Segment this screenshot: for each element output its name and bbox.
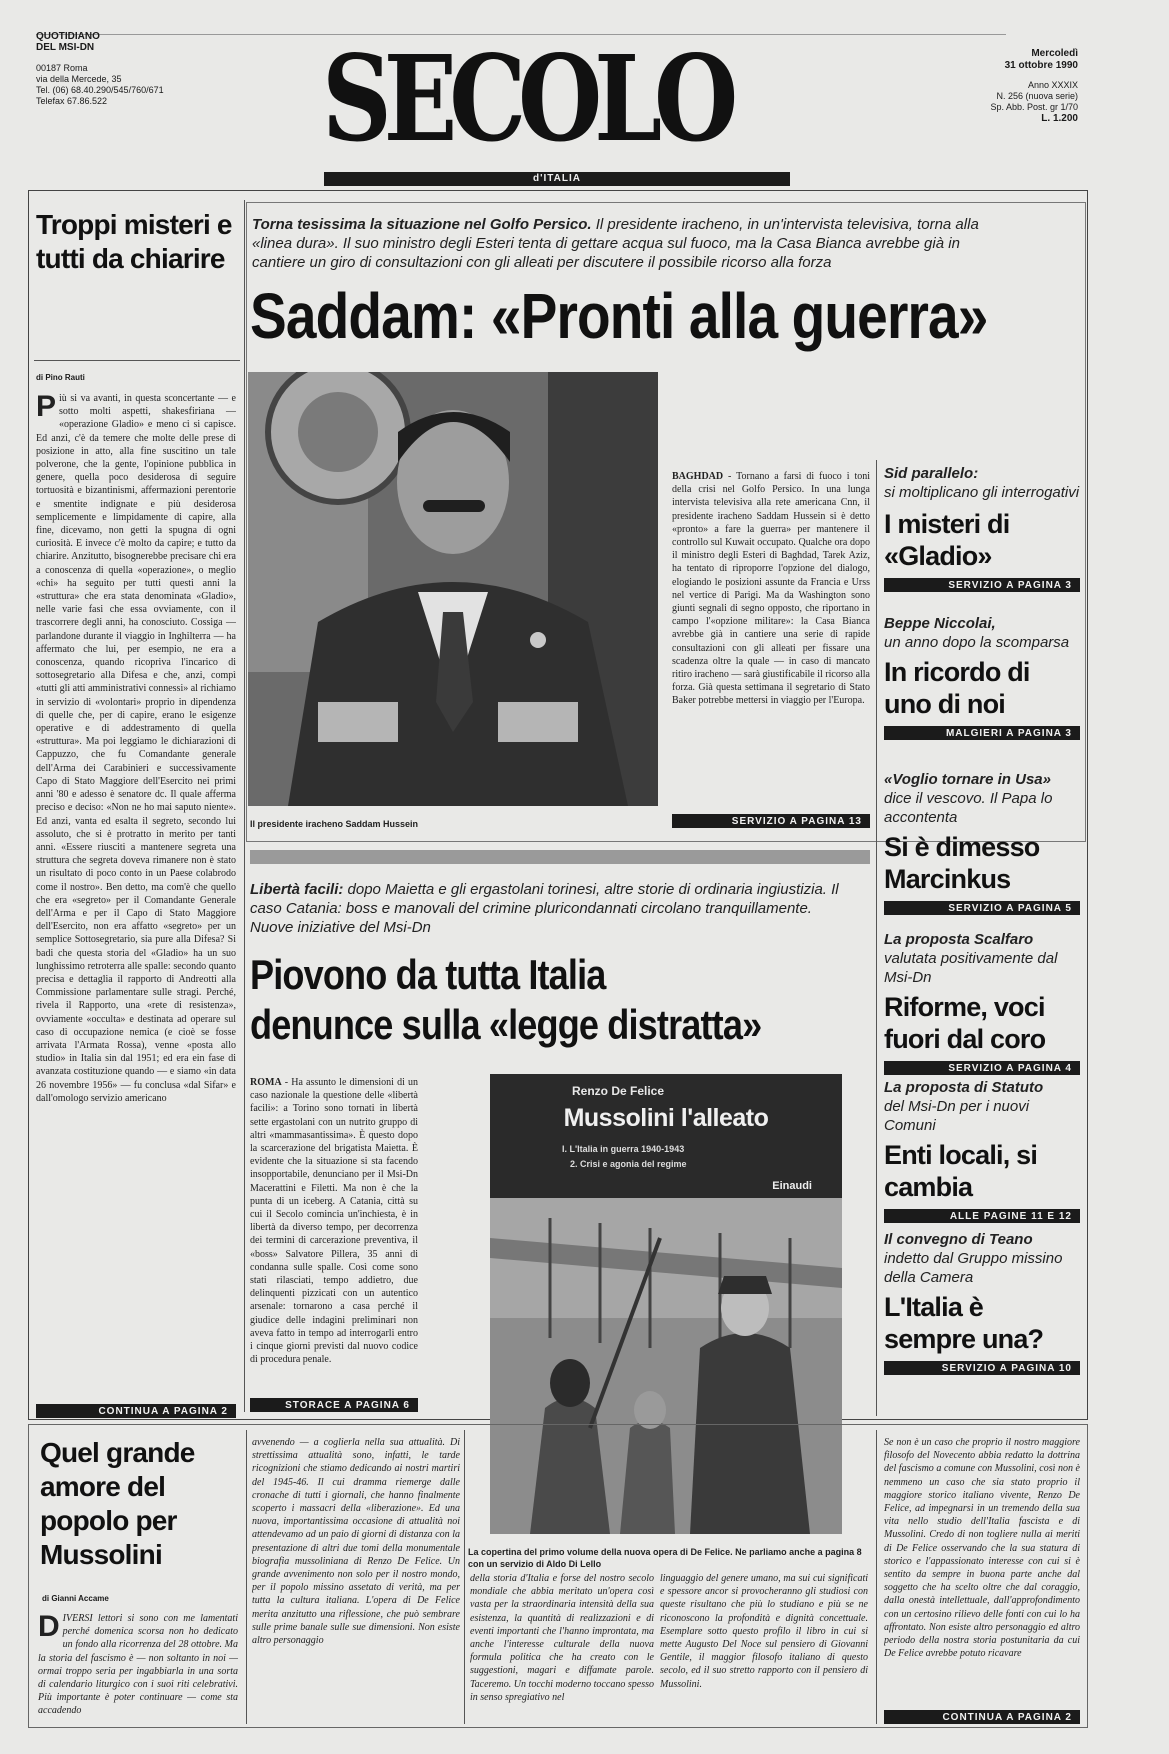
bottom-col1 [38,1612,238,1730]
sidebar-kicker-bold: La proposta Scalfaro [884,931,1034,948]
bottom-divider-1 [246,1430,247,1724]
logo-text: SECOLO [322,34,731,164]
book-line2: 2. Crisi e agonia del regime [570,1159,687,1169]
sidebar-item-gladio[interactable] [884,464,1080,614]
editorial-text: iù si va avanti, in questa sconcertante — e sotto molti aspetti, shakesfiriana — «operazione Gladio» e meno ci si capisce. Ed anzi, c'è da temere che molte delle prese di posizione in atto, alla fine suscitino un tale polverone, che la gente, l'opinione pubblica in genere, quella poco desiderosa di seguire tortuosità e bizantinismi, affermazioni perentorie e smentite indignate e più desiderosa semplicemente e limpidamente di capire, alla fine, dicevamo, non getti la spugna di ogni curiosità. E invece c'è molto da capire; e tutto da chiarire. Anzitutto, bisognerebbe precisare chi era a conoscenza di quella «operazione», o meglio «chi» ha seguito per tutti questi anni la «struttura» che era stata denominata «Gladio», nelle varie fasi che essa ovviamente, con il trascorrere degli anni, ha conosciuto. Cossiga — parlandone durante il viaggio in Inghilterra — ha affermato che lui, per esempio, ne era a conoscenza, quando ricopriva l'incarico di sottosegretario alla Difesa e che, anzi, compì «tutti gli atti amministrativi connessi» al richiamo in servizio di «volontari» proprio in dipendenza di quelle che, per di capire, erano le esigenze operative e di addestramento di quella «struttura». Ma poi leggiamo le dichiarazioni di Cappuzzo, che fu Comandante generale dell'Arma dei Carabinieri e successivamente Capo di Stato Maggiore dell'Esercito nei primi anni '80 e adesso è senatore dc. Il quale afferma preciso e deciso: «Non ne ho mai saputo niente». Ed anzi, vanta ed esalta il segreto, secondo lui assoluto, che si è protratto in merito per tanti anni. «Essere riusciti a mantenere segreta una struttura che segreta doveva rimanere non è stato un risultato di poco conto in un Paese colabrodo come il nostro». Ben detto, ma com'è che quello che era «segreto» per il Comandante Generale dell'Arma e per il Capo di Stato Maggiore dell'Esercito, non era affatto «segreto» per un semplice Sottosegretario, sia pure alla Difesa? Si badi che questa storia del «Gladio» ha un suo lunghissimo retroterra alle spalle: secondo quanto precisa e dettaglia il rapporto di Andreotti alla Commissione parlamentare sulle stragi. Perché, rivela il Rapporto, una «rete di resistenza», ovviamente «occulta» e destinata ad operare sul caso di occupazione nemica (e cioè se fosse arrivata l'Armata Rossa), venne «posta allo studio» in Italia sin dal 1951; ed era ein fase di avanzata costituzione quando — e siamo «in data 26 novembre 1956» — fu conclusa «dal Sifar» e dall'omologo servizio americano [36,393,236,1104]
sidebar-item-teano[interactable] [884,1230,1080,1375]
sidebar-kicker: un anno dopo la scomparsa [884,634,1070,651]
sidebar-title: Riforme, voci fuori dal coro [884,992,1046,1054]
sidebar-ref[interactable]: ALLE PAGINE 11 E 12 [884,1209,1080,1223]
editorial-dropcap: P [36,392,57,423]
sidebar [884,464,1080,1375]
col-divider-1 [244,200,245,1412]
sidebar-ref[interactable]: SERVIZIO A PAGINA 3 [884,578,1080,592]
lead-kicker-text: Il presidente iracheno, in un'intervista televisiva, torna alla «linea dura». Il suo ministro degli Esteri tenta di gettare acqua sul fuoco, ma la Casa Bianca avrebbe già in cantiere un giro di consultazioni con gli alleati per discutere il possibile ricorso alla forza [252,216,979,271]
bottom-col2: avvenendo — a coglierla nella sua attualità. Di strettissima attualità sono, infatti, le tarde ricognizioni che stiamo dedicando ai nostri martiri del 1945-46. Il cui dramma riemerge dalle cronache di tutti i giornali, che hanno finalmente scoperto i massacri della «liberazione». Ed una nuova, importantissima occasione di attualità noi attendevamo ad un paio di giorni di distanza con la presentazione di altri due tomi della monumentale biografia mussoliniana di Renzo De Felice. Un grande avvenimento non solo per il nostro mondo, per il popolo missino assetato di verità, ma per tutta la cultura italiana. L'opera di De Felice merita anzitutto una riflessione, che può sembrare sulle prime banale sulle sue dimensioni. Non esiste altro personaggio [252,1437,460,1647]
book-publisher: Einaudi [772,1180,812,1192]
sidebar-item-enti-locali[interactable] [884,1078,1080,1230]
editorial-title: Troppi misteri e tutti da chiarire [36,209,232,274]
sidebar-item-niccolai[interactable] [884,614,1080,770]
saddam-photo [248,372,658,806]
bottom-divider-2 [464,1430,465,1724]
bottom-title-box [40,1436,240,1572]
sidebar-kicker-bold: «Voglio tornare in Usa» [884,771,1051,788]
sidebar-ref[interactable]: SERVIZIO A PAGINA 5 [884,901,1080,915]
sidebar-kicker-bold: Il convegno di Teano [884,1231,1033,1248]
lead-dateline: BAGHDAD [672,471,724,482]
lead-body [672,470,870,810]
lead-kicker-bold: Torna tesissima la situazione nel Golfo Persico. [252,216,592,233]
lead-kicker [252,215,1012,272]
saddam-photo-illustration [248,372,658,806]
sidebar-kicker: valutata positivamente dal Msi-Dn [884,950,1058,986]
sidebar-item-riforme[interactable] [884,930,1080,1078]
sidebar-kicker: dice il vescovo. Il Papa lo accontenta [884,790,1053,826]
sidebar-kicker: indetto dal Gruppo missino della Camera [884,1250,1063,1286]
bottom-divider-3 [876,1430,877,1724]
second-text: - Ha assunto le dimensioni di un caso nazionale la questione delle «libertà facili»: a Torino sono tornati in libertà sette ergastolani con un nutrito gruppo di altri «mammasantissima». È questo dopo la scarcerazione del brigatista Maietta. È evidente che la situazione si sta facendo insopportabile, denunciano per il Msi-Dn Macerattini e Filetti. Ma non è che la punta di un iceberg. A Catania, città su cui il Secolo comincia un'inchiesta, è in libertà da diverso tempo, per decorrenza dei termini di carcerazione preventiva, il «boss» Salvatore Pillera, 35 anni di condanna sulle spalle. Così come sono stati rilasciati, tempo addietro, due delinquenti pizzicati con un autentico arsenale: tornarono a casa perché il giudice delle indagini preliminari non aveva fatto in tempo ad interrogarli entro i cinque giorni previsti dal nuovo codice di procedura penale. [250,1077,418,1366]
bottom-title: Quel grande amore del popolo per Mussolini [40,1437,195,1570]
logo-subtitle: d'ITALIA [533,173,581,184]
bottom-col1-text: IVERSI lettori si sono con me lamentati perché domenica scorsa non ho dedicato un fondo alla ricorrenza del 28 ottobre. Ma la storia del fascismo è — non soltanto in noi — ormai troppo seria per ingabbiarla in una sorta di calendario liturgico con i suoi riti celebrativi. Più importante è poter continuare — come sta accadendo [38,1613,238,1717]
second-kicker-text: dopo Maietta e gli ergastolani torinesi, altre storie di ordinaria ingiustizia. Il caso Catania: boss e manovali del crimine pluricondannati circolano tranquillamente. Nuove iniziative del Msi-Dn [250,881,839,936]
bottom-col4: linguaggio del genere umano, ma sui cui significati e spessore ancor si provocheranno gli studiosi con queste risultano che più lo studiano e più se ne riconoscono la profondità e dignità concettuale. Esemplare sotto questo profilo il libro in cui si mette Augusto Del Noce sul pensiero di Giovanni Gentile, il maggior filosofo italiano di questo secolo, ed il suo stretto rapporto con il pensiero di Mussolini. [660,1573,868,1690]
bottom-col3: della storia d'Italia e forse del nostro secolo mondiale che abbia meritato un'opera così vasta per la straordinaria intensità della sua esistenza, la quantità di realizzazioni e di eventi importanti che l'hanno improntata, ma anche l'interesse culturale della nuova formula politica che ha creato con le suggestioni, magari e diffamate parole. Taceremo. Un tocchi moderno toccano spesso in senso spregiativo nel [470,1573,654,1703]
sidebar-ref[interactable]: SERVIZIO A PAGINA 10 [884,1361,1080,1375]
second-dateline: ROMA [250,1077,282,1088]
sidebar-ref[interactable]: SERVIZIO A PAGINA 4 [884,1061,1080,1075]
logo-band [324,172,790,186]
sidebar-ref[interactable]: MALGIERI A PAGINA 3 [884,726,1080,740]
sidebar-title: Enti locali, si cambia [884,1140,1038,1202]
masthead-address: 00187 Roma via della Mercede, 35 Tel. (06) 68.40.290/545/760/671 Telefax 67.86.522 [36,63,164,106]
second-headline-box [250,950,870,1060]
book-caption: La copertina del primo volume della nuova opera di De Felice. Ne parliamo anche a pagina 8 con un servizio di Aldo Di Lello [468,1547,862,1569]
masthead-left-title: QUOTIDIANO DEL MSI-DN [36,31,100,53]
sidebar-kicker: del Msi-Dn per i nuovi Comuni [884,1098,1030,1134]
sidebar-title: L'Italia è sempre una? [884,1292,1044,1354]
editorial-rule [34,360,240,361]
second-ref[interactable]: STORACE A PAGINA 6 [250,1398,418,1412]
col-divider-2 [876,460,877,1416]
bottom-dropcap: D [38,1612,60,1643]
lead-text: - Tornano a farsi di fuoco i toni della crisi nel Golfo Persico. In una lunga intervista televisiva alla rete americana Cnn, il presidente iracheno Saddam Hussein si è detto «pronto» a fare la guerra» per mantenere il controllo sul Kuwait occupato. Qualche ora dopo il ministro degli Esteri di Baghdad, Tarek Aziz, ha tentato di riproporre l'opzione del dialogo, elogiando le posizioni assunte da Francia e Urss nel vertice di Parigi. Ma da Washington sono giunti segnali di segno opposto, che riportano in campo l'«opzione militare»: la Casa Bianca avrebbe già in cantiere una serie di rapide consultazioni con gli alleati per fissare una scadenza oltre la quale — in caso di mancato ritiro iracheno — sarà giustificabile il ricorso alla forza. Già questa settimana il segretario di Stato Baker potrebbe mettersi in viaggio per l'Europa. [672,471,870,707]
sidebar-kicker-bold: Sid parallelo: [884,465,979,482]
lead-headline: Saddam: «Pronti alla guerra» [250,280,988,352]
sidebar-title: In ricordo di uno di noi [884,657,1030,719]
book-title: Mussolini l'alleato [563,1104,769,1132]
lead-headline-box [250,278,1010,358]
saddam-caption: Il presidente iracheno Saddam Hussein [250,819,419,829]
second-headline-2: denunce sulla «legge distratta» [250,1001,762,1048]
second-body [250,1076,418,1394]
second-headline-1: Piovono da tutta Italia [250,951,606,998]
bottom-byline: di Gianni Accame [42,1594,109,1603]
sidebar-kicker-bold: La proposta di Statuto [884,1079,1044,1096]
editorial-title-box [36,208,236,276]
masthead-logo [322,34,790,164]
editorial-body [36,392,236,1384]
sidebar-kicker: si moltiplicano gli interrogativi [884,484,1080,501]
sidebar-item-marcinkus[interactable] [884,770,1080,930]
masthead-date: Mercoledì 31 ottobre 1990 [1004,48,1078,71]
editorial-continue[interactable]: CONTINUA A PAGINA 2 [36,1404,236,1418]
section-band [250,850,870,864]
bottom-continue[interactable]: CONTINUA A PAGINA 2 [884,1710,1080,1724]
lead-ref[interactable]: SERVIZIO A PAGINA 13 [672,814,870,828]
sidebar-title: I misteri di «Gladio» [884,509,1010,571]
sidebar-title: Si è dimesso Marcinkus [884,832,1040,894]
bottom-col5: Se non è un caso che proprio il nostro maggiore filosofo del Novecento abbia redatto la dottrina del fascismo a comune con Mussolini, così non è nemmeno un caso che sia stato proprio il maggiore storico italiano vivente, Renzo De Felice, ad impegnarsi in un tremendo della sua vita nello studio dell'Italia fascista e di Mussolini. Credo di non togliere nulla ai meriti di De Felice osservando che la sua statura di storico e l'appassionato interesse con cui si è sentito da sempre in buona parte anche dal soggetto che ha scelto oltre che dal coraggio, dalla onestà intellettuale, dall'approfondimento con un certosino rilievo delle fonti con cui lo ha affrontato. Non esiste altro personaggio ed altro periodo della nostra storia postunitaria da cui De Felice avrebbe potuto ricavare [884,1437,1080,1660]
editorial-byline: di Pino Rauti [36,373,85,382]
second-kicker [250,880,850,937]
book-line1: I. L'Italia in guerra 1940-1943 [562,1144,685,1154]
second-kicker-bold: Libertà facili: [250,881,344,898]
masthead-info: Anno XXXIX N. 256 (nuova serie) Sp. Abb. Post. gr 1/70 [990,80,1078,112]
sidebar-kicker-bold: Beppe Niccolai, [884,615,996,632]
book-author: Renzo De Felice [572,1084,665,1098]
price: L. 1.200 [1041,113,1078,124]
